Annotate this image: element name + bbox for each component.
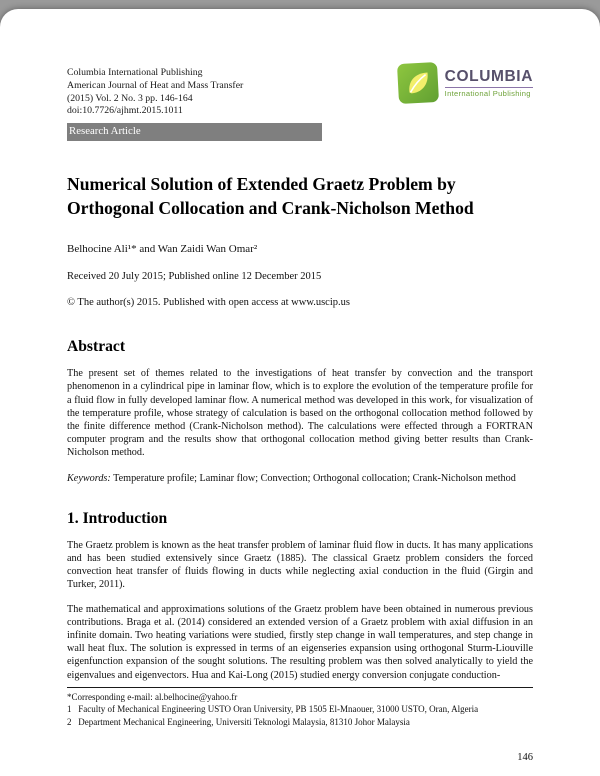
logo-wordmark: COLUMBIA: [444, 67, 533, 85]
abstract-body: The present set of themes related to the investigations of heat transfer by convection and the transport phenomenon in a cylindrical pipe in laminar flow, which is to explore the evolution of the temperature profile for a fluid flow in fully developed laminar flow. A numerical method was developed in this work, for visualization of the temperature profile, whose strategy of calculation is based on the orthogonal collocation method followed by the finite difference method (Crank-Nicholson method). The calculations were effected through a FORTRAN computer program and the results show that orthogonal collocation method giving better results than Crank-Nicholson method.: [67, 368, 533, 459]
publisher-line: Columbia International Publishing: [67, 67, 203, 78]
abstract-heading: Abstract: [67, 338, 126, 356]
leaf-icon: [402, 67, 434, 99]
leaf-logo-icon: [397, 62, 439, 104]
publisher-logo: [398, 63, 533, 103]
journal-title-line: American Journal of Heat and Mass Transfer: [67, 79, 244, 91]
document-page: [0, 9, 600, 776]
keywords-label: Keywords:: [67, 472, 111, 484]
doi-line: doi:10.7726/ajhmt.2015.1011: [67, 105, 183, 117]
page-number: 146: [517, 752, 533, 763]
footnotes: [67, 691, 533, 729]
logo-text: [445, 68, 533, 99]
volume-line: (2015) Vol. 2 No. 3 pp. 146-164: [67, 92, 193, 104]
authors-line: Belhocine Ali¹* and Wan Zaidi Wan Omar²: [67, 243, 258, 256]
page-content: [67, 67, 533, 776]
received-line: Received 20 July 2015; Published online 12 December 2015: [67, 271, 322, 283]
research-article-banner: Research Article: [67, 123, 322, 141]
introduction-heading: 1. Introduction: [67, 509, 168, 527]
introduction-paragraph-2: The mathematical and approximations solutions of the Graetz problem have been obtained in numerous previous contributions. Braga et al. (2014) considered an extended version of a Graetz problem with axial diffusion in an infinite domain. Two heating variations were studied, firstly step change in wall temperatures, and step change in wall heat flux. The solution is expressed in terms of an eigenseries expansion using orthogonal Sturm-Liouville eigenfunction expansion of the sought solutions. The resulting problem was then solved analytically to yield the eigenvalues and eigenvectors. Hua and Kai-Long (2015) studied energy conversion conjugate conduction-: [67, 603, 533, 681]
copyright-line: © The author(s) 2015. Published with open access at www.uscip.us: [67, 297, 350, 309]
affiliation-2: 2 Department Mechanical Engineering, Universiti Teknologi Malaysia, 81310 Johor Malaysia: [67, 717, 410, 728]
logo-tagline: International Publishing: [445, 87, 533, 99]
introduction-paragraph-1: The Graetz problem is known as the heat transfer problem of laminar fluid flow in ducts. It has many applications and has been studied extensively since Graetz (1885). The classical Graetz problem considers the forced convection heat transfer of fluids flowing in ducts while neglecting axial conduction in the fluid (Girgin and Turker, 2011).: [67, 539, 533, 591]
keywords-line: [67, 472, 533, 485]
corresponding-email-line: *Corresponding e-mail: al.belhocine@yahoo.fr: [67, 691, 238, 702]
footnote-separator: [67, 687, 533, 688]
affiliation-1: 1 Faculty of Mechanical Engineering USTO Oran University, PB 1505 El-Mnaouer, 31000 USTO, Oran, Algeria: [67, 704, 479, 715]
keywords-text: Temperature profile; Laminar flow; Convection; Orthogonal collocation; Crank-Nicholson method: [110, 472, 516, 484]
paper-title: Numerical Solution of Extended Graetz Problem by Orthogonal Collocation and Crank-Nicholson Method: [67, 174, 474, 219]
